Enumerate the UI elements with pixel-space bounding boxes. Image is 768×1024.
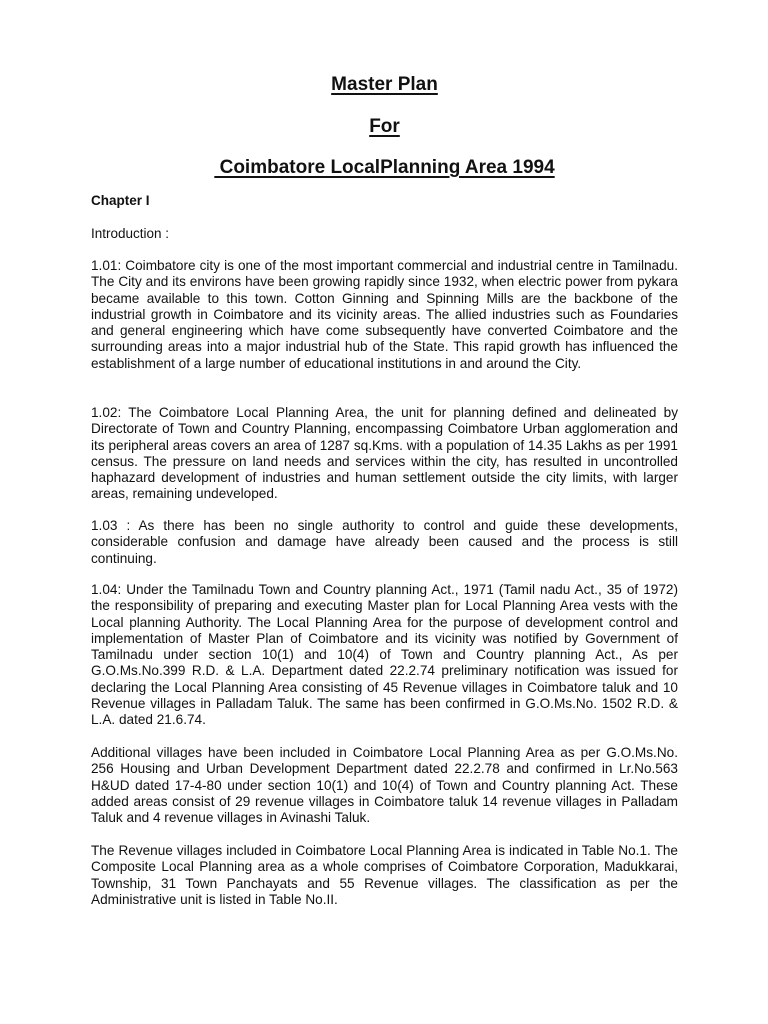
paragraph-1-02: 1.02: The Coimbatore Local Planning Area, the unit for planning defined and delineated by Directorate of Town and Country Planning, encompassing Coimbatore Urban agglomeration and its peripheral areas covers an area of 1287 sq.Kms. with a population of 14.35 Lakhs as per 1991 census. The pressure on land needs and services within the city, has resulted in uncontrolled haphazard development of industries and human settlement outside the city limits, with larger areas, remaining undeveloped. — [91, 405, 678, 502]
chapter-heading: Chapter I — [91, 193, 150, 208]
introduction-heading: Introduction : — [91, 226, 170, 241]
title-text-1: Master Plan — [331, 74, 438, 95]
title-line-master-plan — [91, 74, 678, 96]
title-line-for — [91, 116, 678, 138]
title-line-area — [91, 157, 678, 179]
paragraph-additional-villages: Additional villages have been included in Coimbatore Local Planning Area as per G.O.Ms.No. 256 Housing and Urban Development Department dated 22.2.78 and confirmed in Lr.No.563 H&UD dated 17-4-80 under section 10(1) and 10(4) of Town and Country planning Act. These added areas consist of 29 revenue villages in Coimbatore taluk 14 revenue villages in Palladam Taluk and 4 revenue villages in Avinashi Taluk. — [91, 745, 678, 826]
paragraph-1-03: 1.03 : As there has been no single authority to control and guide these developments, considerable confusion and damage have already been caused and the process is still continuing. — [91, 518, 678, 566]
title-text-3: Coimbatore LocalPlanning Area 1994 — [214, 157, 555, 178]
paragraph-1-01: 1.01: Coimbatore city is one of the most important commercial and industrial centre in Tamilnadu. The City and its environs have been growing rapidly since 1932, when electric power from pykara became available to this town. Cotton Ginning and Spinning Mills are the backbone of the industrial growth in Coimbatore and its vicinity areas. The allied industries such as Foundaries and general engineering which have come subsequently have converted Coimbatore and the surrounding areas into a major industrial hub of the State. This rapid growth has influenced the establishment of a large number of educational institutions in and around the City. — [91, 258, 678, 371]
paragraph-1-04: 1.04: Under the Tamilnadu Town and Country planning Act., 1971 (Tamil nadu Act., 35 of 1972) the responsibility of preparing and executing Master plan for Local Planning Area vests with the Local planning Authority. The Local Planning Area for the purpose of development control and implementation of Master Plan of Coimbatore and its vicinity was notified by Government of Tamilnadu under section 10(1) and 10(4) of Town and Country planning Act., As per G.O.Ms.No.399 R.D. & L.A. Department dated 22.2.74 preliminary notification was issued for declaring the Local Planning Area consisting of 45 Revenue villages in Coimbatore taluk and 10 Revenue villages in Palladam Taluk. The same has been confirmed in G.O.Ms.No. 1502 R.D. & L.A. dated 21.6.74. — [91, 582, 678, 728]
title-text-2: For — [369, 116, 400, 137]
paragraph-revenue-villages: The Revenue villages included in Coimbatore Local Planning Area is indicated in Table No.1. The Composite Local Planning area as a whole comprises of Coimbatore Corporation, Madukkarai, Township, 31 Town Panchayats and 55 Revenue villages. The classification as per the Administrative unit is listed in Table No.II. — [91, 843, 678, 907]
